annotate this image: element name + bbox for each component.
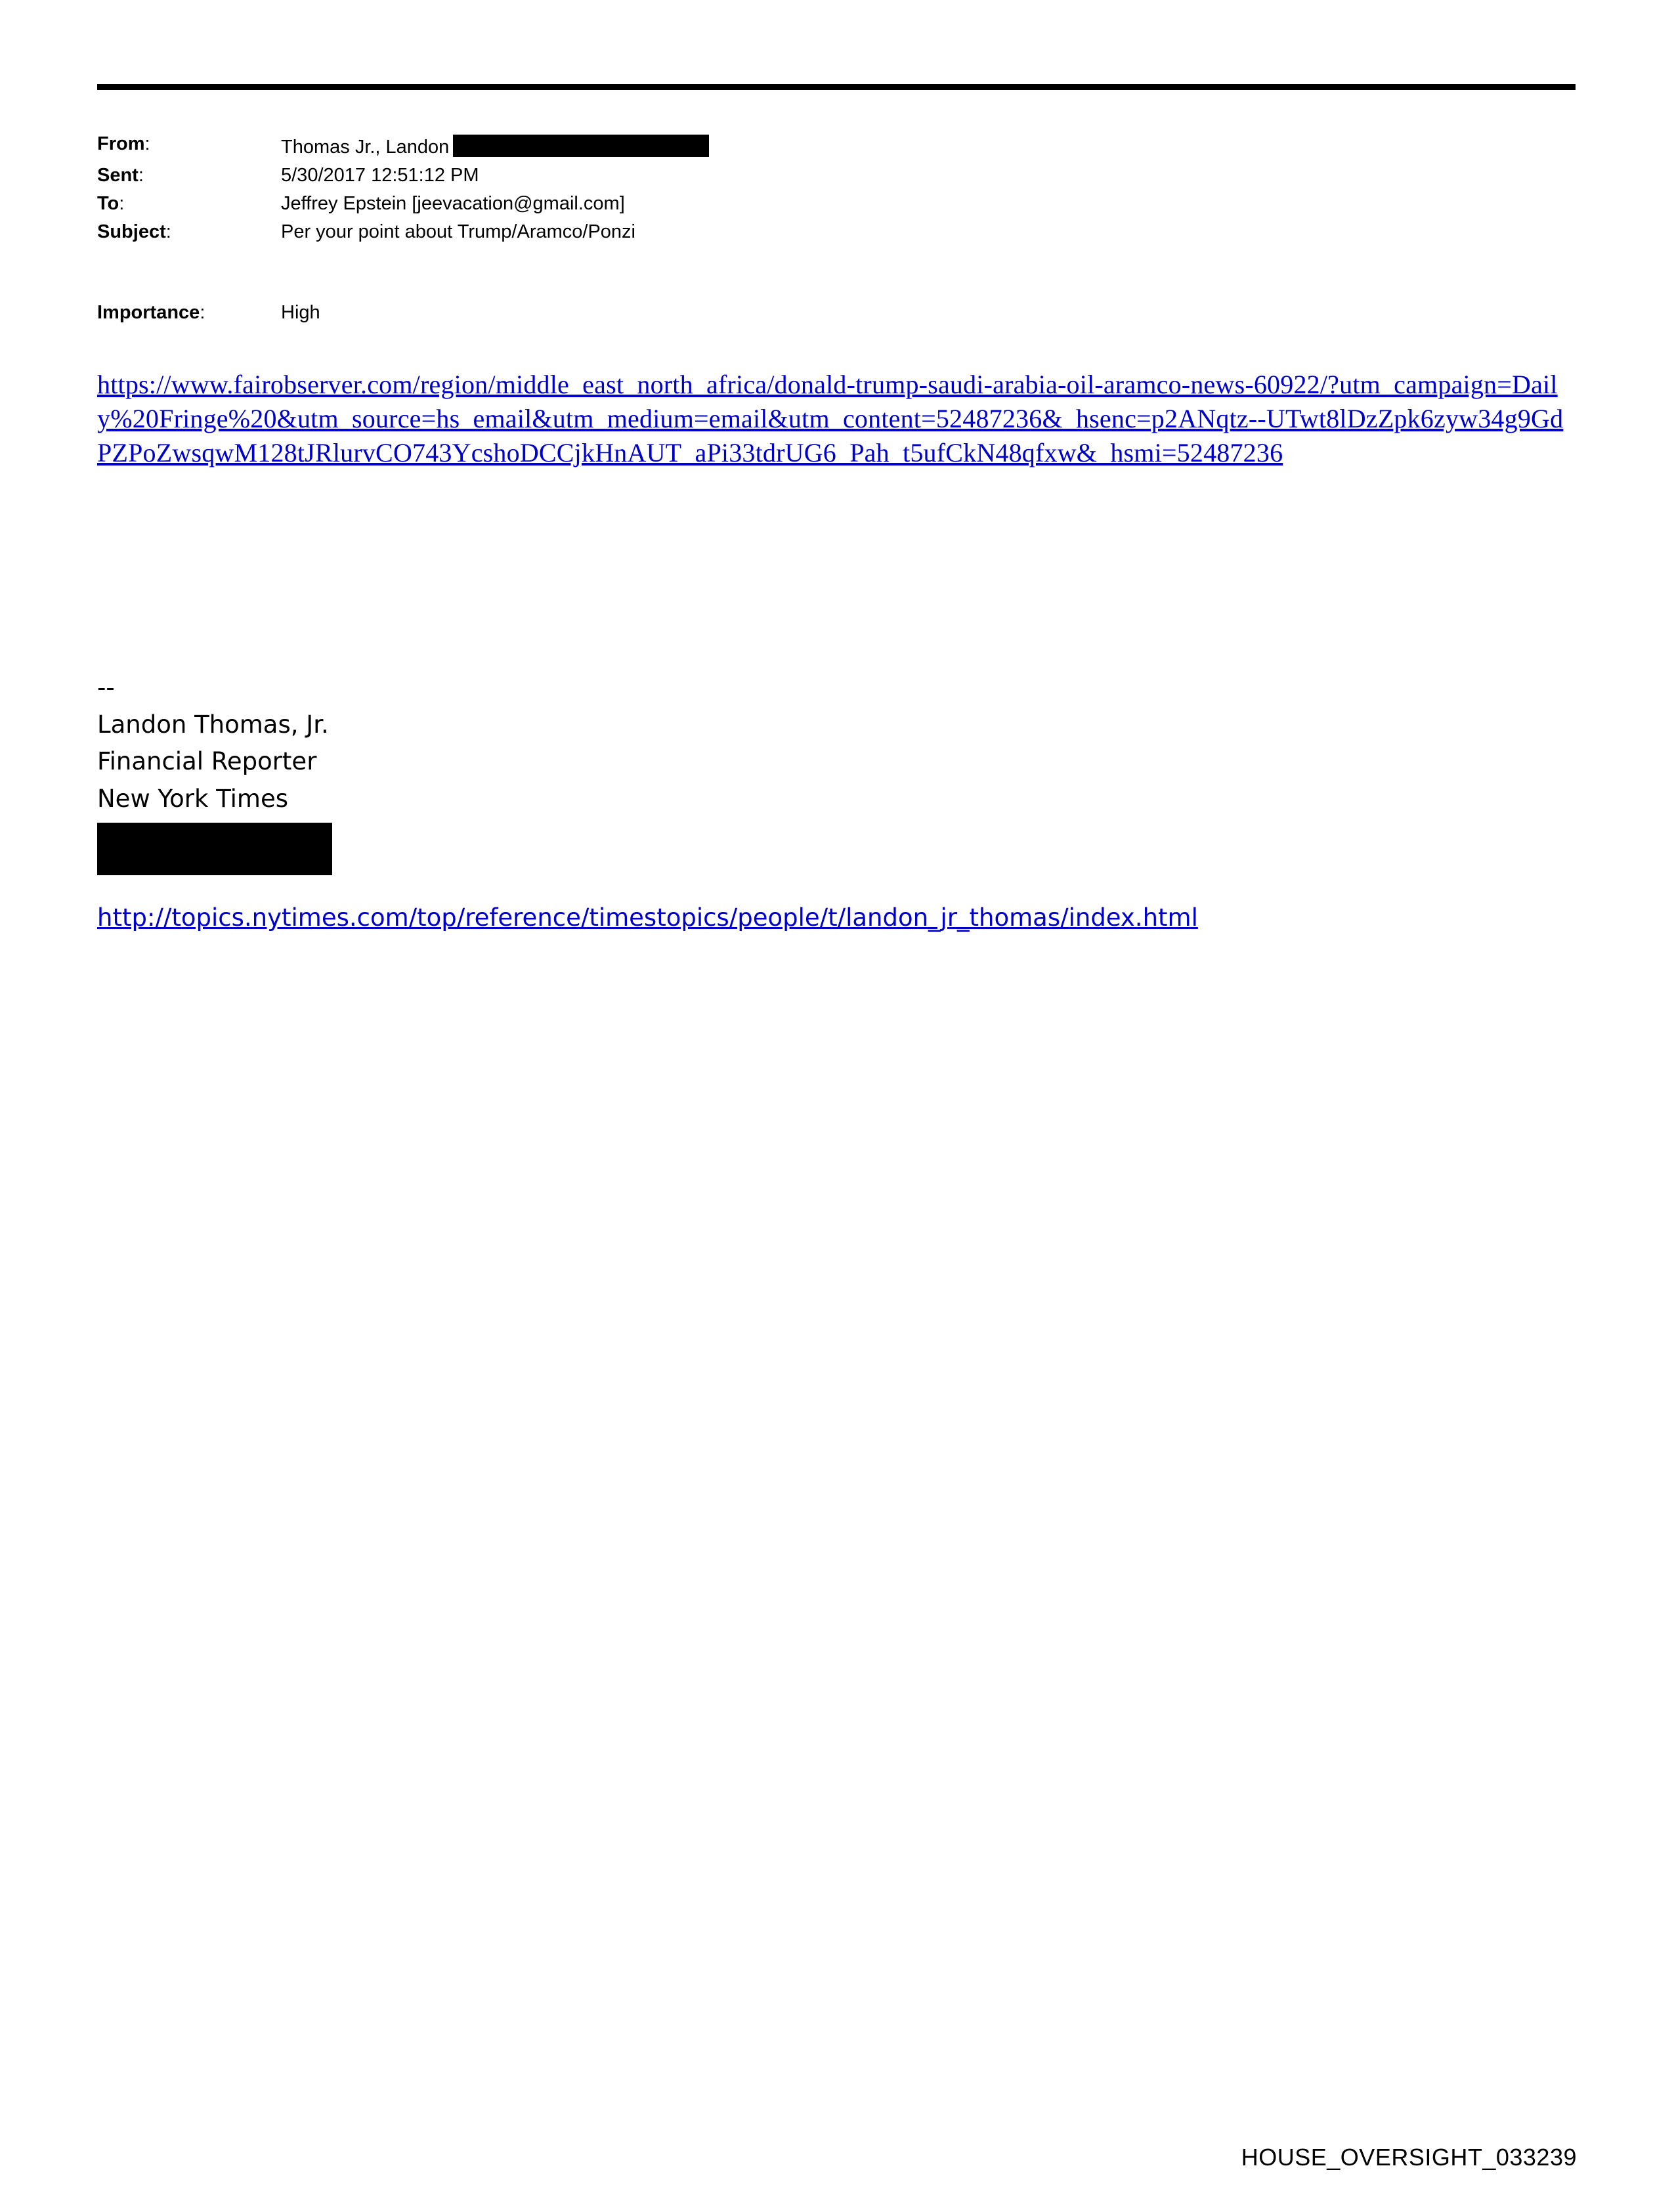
header-label-sent: Sent: [97, 165, 144, 186]
signature-profile-link[interactable]: http://topics.nytimes.com/top/reference/timestopics/people/t/landon_jr_thomas/index.html [97, 903, 1198, 932]
email-signature [97, 670, 1541, 817]
email-header-block [97, 135, 1581, 251]
header-row-to [97, 194, 1581, 213]
signature-title: Financial Reporter [97, 747, 317, 776]
header-label-to: To: [97, 193, 125, 214]
signature-organization: New York Times [97, 784, 289, 813]
signature-name: Landon Thomas, Jr. [97, 710, 329, 739]
header-value-to: Jeffrey Epstein [jeevacation@gmail.com] [281, 193, 625, 214]
header-label-from: From: [97, 133, 150, 154]
redaction-bar-from [453, 135, 709, 157]
header-value-from: Thomas Jr., Landon [281, 135, 709, 157]
signature-separator: -- [97, 674, 115, 702]
redaction-bar-signature [97, 823, 332, 875]
header-value-importance: High [281, 302, 320, 323]
header-divider-rule [97, 84, 1576, 90]
header-value-subject: Per your point about Trump/Aramco/Ponzi [281, 221, 635, 242]
header-row-subject [97, 223, 1581, 242]
header-label-importance: Importance: [97, 302, 205, 323]
header-row-importance [97, 302, 320, 324]
header-row-from [97, 135, 1581, 157]
header-label-subject: Subject: [97, 221, 171, 242]
header-value-sent: 5/30/2017 12:51:12 PM [281, 165, 479, 186]
bates-number: HOUSE_OVERSIGHT_033239 [1241, 2144, 1577, 2171]
header-row-sent [97, 166, 1581, 185]
body-article-link[interactable]: https://www.fairobserver.com/region/middle_east_north_africa/donald-trump-saudi-arabia-oil-aramco-news-60922/?utm_campaign=Daily%20Fringe%20&utm_source=hs_email&utm_medium=email&utm_content=52487236&_hsenc=p2ANqtz--UTwt8lDzZpk6zyw34g9GdPZPoZwsqwM128tJRlurvCO743YcshoDCCjkHnAUT_aPi33tdrUG6_Pah_t5ufCkN48qfxw&_hsmi=52487236 [97, 370, 1564, 467]
